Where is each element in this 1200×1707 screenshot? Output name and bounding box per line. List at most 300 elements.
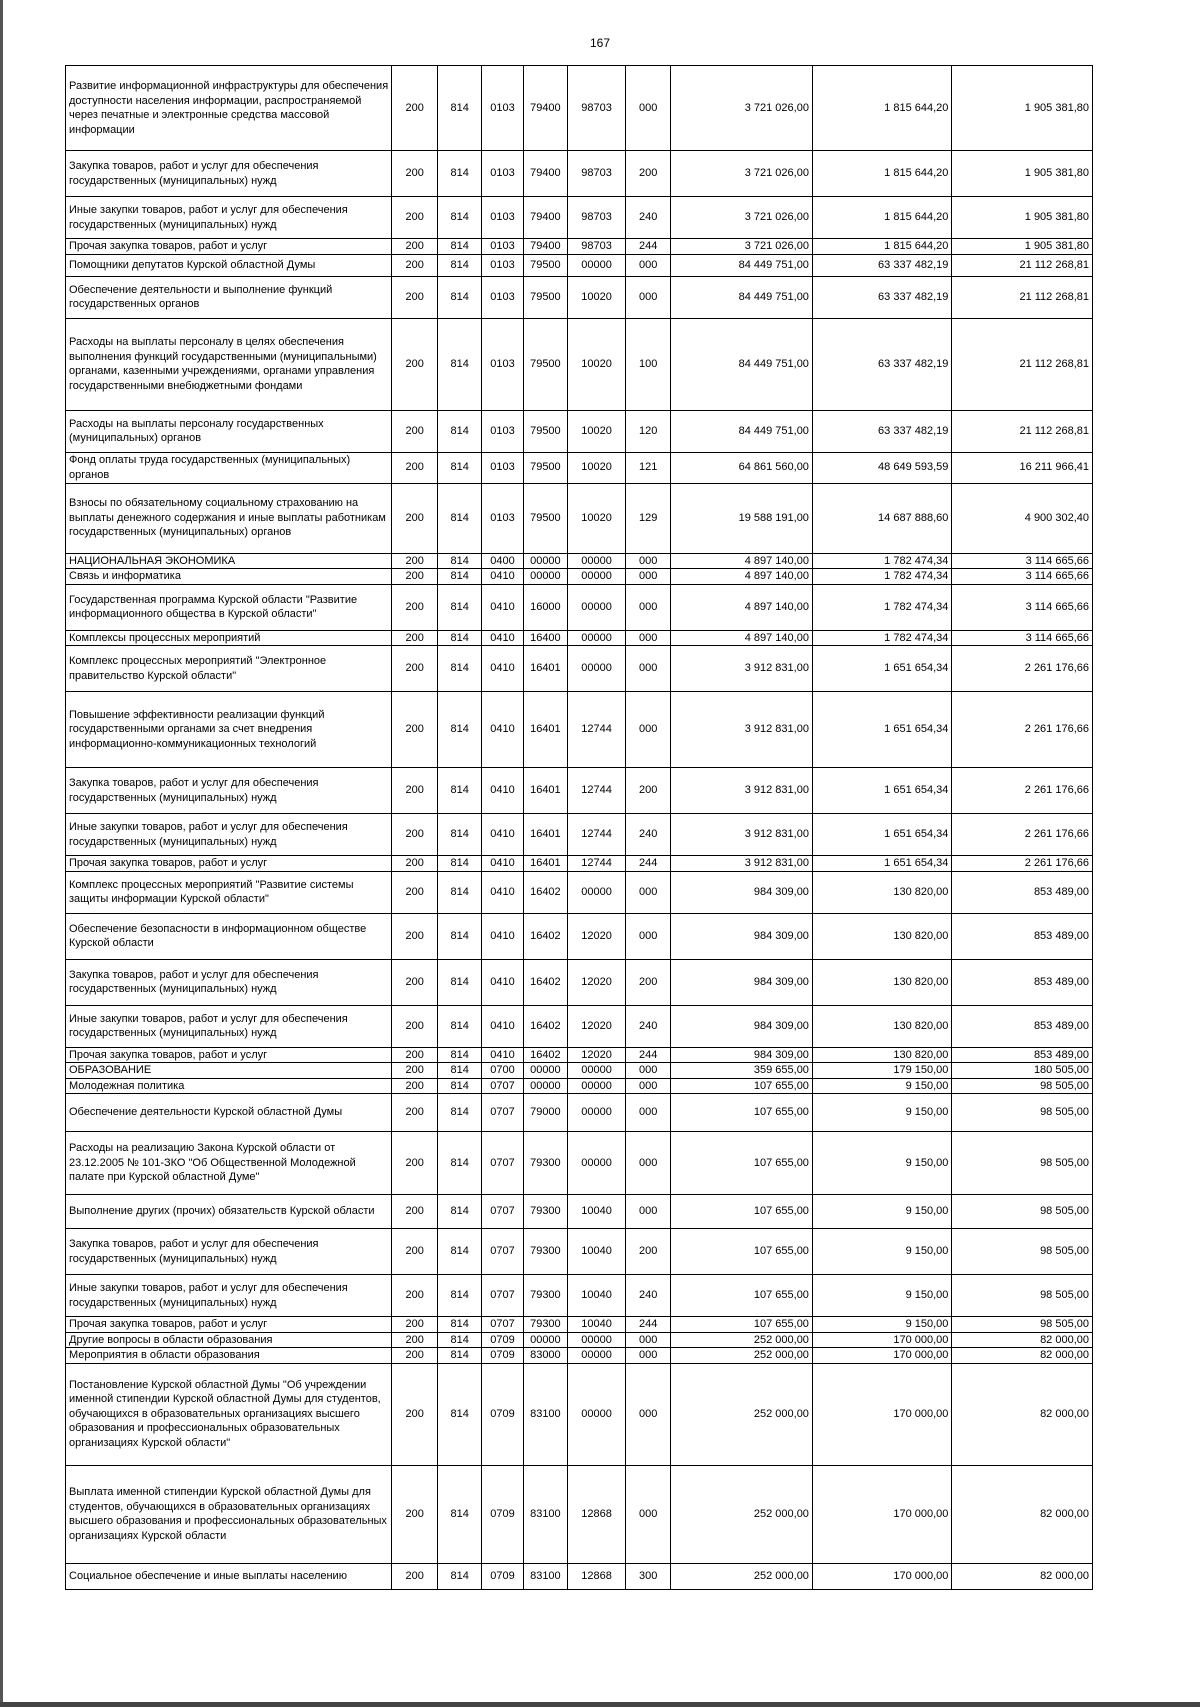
table-row — [66, 318, 1093, 410]
amount-plan-cell: 4 897 140,00 — [671, 630, 813, 646]
row-name-cell: Закупка товаров, работ и услуг для обеспечения государственных (муниципальных) нужд — [66, 1229, 392, 1275]
code-glava-cell: 814 — [437, 151, 481, 197]
code-expense-type-cell: 120 — [625, 410, 670, 452]
code-section-cell: 0410 — [482, 584, 523, 630]
row-name-cell: Расходы на выплаты персоналу в целях обеспечения выполнения функций государственными (муниципальными) органами, казенными учреждениями, органами управления государственными внебюджетными фондами — [66, 318, 392, 410]
code-section-cell: 0410 — [482, 814, 523, 856]
code-admin-cell: 200 — [392, 1094, 437, 1132]
code-section-cell: 0410 — [482, 768, 523, 814]
code-admin-cell: 200 — [392, 318, 437, 410]
amount-plan-cell: 252 000,00 — [671, 1465, 813, 1563]
code-admin-cell: 200 — [392, 959, 437, 1005]
code-direction-cell: 10040 — [568, 1317, 626, 1333]
amount-remaining-cell: 82 000,00 — [952, 1363, 1093, 1465]
code-section-cell: 0410 — [482, 1005, 523, 1047]
code-glava-cell: 814 — [437, 1348, 481, 1364]
code-expense-type-cell: 129 — [625, 483, 670, 553]
code-section-cell: 0103 — [482, 66, 523, 151]
amount-remaining-cell: 2 261 176,66 — [952, 814, 1093, 856]
code-program-cell: 16402 — [523, 913, 567, 959]
amount-executed-cell: 1 782 474,34 — [812, 584, 951, 630]
row-name-cell: Выполнение других (прочих) обязательств Курской области — [66, 1195, 392, 1229]
table-row — [66, 239, 1093, 255]
code-admin-cell: 200 — [392, 410, 437, 452]
amount-executed-cell: 63 337 482,19 — [812, 276, 951, 318]
table-row — [66, 1229, 1093, 1275]
amount-plan-cell: 984 309,00 — [671, 959, 813, 1005]
code-direction-cell: 00000 — [568, 584, 626, 630]
code-expense-type-cell: 200 — [625, 151, 670, 197]
row-name-cell: Комплекс процессных мероприятий "Развитие системы защиты информации Курской области" — [66, 871, 392, 913]
table-row — [66, 856, 1093, 872]
code-program-cell: 79500 — [523, 452, 567, 483]
amount-plan-cell: 64 861 560,00 — [671, 452, 813, 483]
amount-executed-cell: 9 150,00 — [812, 1195, 951, 1229]
table-row — [66, 553, 1093, 569]
amount-plan-cell: 3 721 026,00 — [671, 151, 813, 197]
code-glava-cell: 814 — [437, 483, 481, 553]
code-expense-type-cell: 000 — [625, 584, 670, 630]
row-name-cell: Закупка товаров, работ и услуг для обеспечения государственных (муниципальных) нужд — [66, 768, 392, 814]
table-row — [66, 1005, 1093, 1047]
code-admin-cell: 200 — [392, 1229, 437, 1275]
amount-executed-cell: 14 687 888,60 — [812, 483, 951, 553]
code-expense-type-cell: 000 — [625, 1465, 670, 1563]
amount-remaining-cell: 2 261 176,66 — [952, 692, 1093, 768]
table-body — [66, 66, 1093, 1590]
code-expense-type-cell: 000 — [625, 1063, 670, 1079]
code-program-cell: 00000 — [523, 553, 567, 569]
code-admin-cell: 200 — [392, 871, 437, 913]
code-program-cell: 79300 — [523, 1229, 567, 1275]
code-program-cell: 79400 — [523, 151, 567, 197]
amount-executed-cell: 130 820,00 — [812, 871, 951, 913]
table-row — [66, 1317, 1093, 1333]
code-expense-type-cell: 240 — [625, 1005, 670, 1047]
amount-plan-cell: 252 000,00 — [671, 1563, 813, 1589]
code-direction-cell: 12020 — [568, 1005, 626, 1047]
amount-plan-cell: 252 000,00 — [671, 1332, 813, 1348]
code-admin-cell: 200 — [392, 239, 437, 255]
code-expense-type-cell: 000 — [625, 871, 670, 913]
code-admin-cell: 200 — [392, 483, 437, 553]
code-glava-cell: 814 — [437, 1005, 481, 1047]
code-glava-cell: 814 — [437, 1563, 481, 1589]
code-program-cell: 00000 — [523, 1332, 567, 1348]
row-name-cell: Закупка товаров, работ и услуг для обеспечения государственных (муниципальных) нужд — [66, 959, 392, 1005]
amount-executed-cell: 1 651 654,34 — [812, 646, 951, 692]
code-admin-cell: 200 — [392, 856, 437, 872]
code-section-cell: 0410 — [482, 871, 523, 913]
code-glava-cell: 814 — [437, 239, 481, 255]
code-direction-cell: 00000 — [568, 1094, 626, 1132]
amount-plan-cell: 3 912 831,00 — [671, 646, 813, 692]
code-glava-cell: 814 — [437, 569, 481, 585]
table-row — [66, 768, 1093, 814]
code-section-cell: 0707 — [482, 1275, 523, 1317]
code-admin-cell: 200 — [392, 66, 437, 151]
code-direction-cell: 00000 — [568, 1363, 626, 1465]
amount-executed-cell: 1 815 644,20 — [812, 239, 951, 255]
code-glava-cell: 814 — [437, 1132, 481, 1195]
amount-remaining-cell: 1 905 381,80 — [952, 66, 1093, 151]
amount-plan-cell: 84 449 751,00 — [671, 276, 813, 318]
code-glava-cell: 814 — [437, 1063, 481, 1079]
table-row — [66, 410, 1093, 452]
code-glava-cell: 814 — [437, 871, 481, 913]
code-glava-cell: 814 — [437, 856, 481, 872]
code-admin-cell: 200 — [392, 197, 437, 239]
row-name-cell: Государственная программа Курской области "Развитие информационного общества в Курской области" — [66, 584, 392, 630]
code-direction-cell: 12868 — [568, 1563, 626, 1589]
row-name-cell: Комплекс процессных мероприятий "Электронное правительство Курской области" — [66, 646, 392, 692]
code-glava-cell: 814 — [437, 630, 481, 646]
amount-plan-cell: 107 655,00 — [671, 1195, 813, 1229]
amount-executed-cell: 1 815 644,20 — [812, 66, 951, 151]
code-section-cell: 0410 — [482, 959, 523, 1005]
table-row — [66, 630, 1093, 646]
code-section-cell: 0707 — [482, 1132, 523, 1195]
code-program-cell: 79300 — [523, 1275, 567, 1317]
code-direction-cell: 98703 — [568, 239, 626, 255]
amount-executed-cell: 1 815 644,20 — [812, 197, 951, 239]
code-admin-cell: 200 — [392, 1195, 437, 1229]
amount-executed-cell: 9 150,00 — [812, 1317, 951, 1333]
amount-executed-cell: 1 651 654,34 — [812, 768, 951, 814]
amount-executed-cell: 1 782 474,34 — [812, 569, 951, 585]
amount-executed-cell: 9 150,00 — [812, 1094, 951, 1132]
table-row — [66, 197, 1093, 239]
code-glava-cell: 814 — [437, 584, 481, 630]
code-program-cell: 16000 — [523, 584, 567, 630]
amount-remaining-cell: 3 114 665,66 — [952, 553, 1093, 569]
code-expense-type-cell: 121 — [625, 452, 670, 483]
table-row — [66, 151, 1093, 197]
code-section-cell: 0709 — [482, 1332, 523, 1348]
code-admin-cell: 200 — [392, 452, 437, 483]
code-direction-cell: 98703 — [568, 197, 626, 239]
table-row — [66, 692, 1093, 768]
amount-remaining-cell: 2 261 176,66 — [952, 646, 1093, 692]
code-section-cell: 0707 — [482, 1094, 523, 1132]
row-name-cell: Связь и информатика — [66, 569, 392, 585]
amount-executed-cell: 170 000,00 — [812, 1363, 951, 1465]
code-direction-cell: 12744 — [568, 692, 626, 768]
code-program-cell: 16401 — [523, 692, 567, 768]
code-admin-cell: 200 — [392, 1465, 437, 1563]
code-section-cell: 0707 — [482, 1229, 523, 1275]
code-direction-cell: 10040 — [568, 1229, 626, 1275]
amount-remaining-cell: 98 505,00 — [952, 1094, 1093, 1132]
code-section-cell: 0103 — [482, 452, 523, 483]
row-name-cell: Обеспечение деятельности Курской областной Думы — [66, 1094, 392, 1132]
amount-executed-cell: 170 000,00 — [812, 1465, 951, 1563]
code-admin-cell: 200 — [392, 151, 437, 197]
code-program-cell: 00000 — [523, 1063, 567, 1079]
amount-remaining-cell: 4 900 302,40 — [952, 483, 1093, 553]
amount-executed-cell: 9 150,00 — [812, 1275, 951, 1317]
code-direction-cell: 00000 — [568, 1348, 626, 1364]
amount-executed-cell: 130 820,00 — [812, 1005, 951, 1047]
table-row — [66, 871, 1093, 913]
code-glava-cell: 814 — [437, 1317, 481, 1333]
amount-remaining-cell: 98 505,00 — [952, 1317, 1093, 1333]
code-expense-type-cell: 000 — [625, 1094, 670, 1132]
code-glava-cell: 814 — [437, 276, 481, 318]
table-row — [66, 959, 1093, 1005]
amount-executed-cell: 170 000,00 — [812, 1332, 951, 1348]
code-glava-cell: 814 — [437, 1078, 481, 1094]
amount-remaining-cell: 21 112 268,81 — [952, 318, 1093, 410]
code-expense-type-cell: 240 — [625, 197, 670, 239]
amount-executed-cell: 1 782 474,34 — [812, 553, 951, 569]
amount-plan-cell: 4 897 140,00 — [671, 553, 813, 569]
amount-plan-cell: 84 449 751,00 — [671, 318, 813, 410]
code-program-cell: 16402 — [523, 871, 567, 913]
code-section-cell: 0709 — [482, 1465, 523, 1563]
code-section-cell: 0707 — [482, 1195, 523, 1229]
code-direction-cell: 10020 — [568, 410, 626, 452]
code-direction-cell: 12020 — [568, 959, 626, 1005]
row-name-cell: Развитие информационной инфраструктуры для обеспечения доступности населения информации, распространяемой через печатные и электронные средства массовой информации — [66, 66, 392, 151]
amount-executed-cell: 63 337 482,19 — [812, 410, 951, 452]
code-admin-cell: 200 — [392, 584, 437, 630]
row-name-cell: Иные закупки товаров, работ и услуг для обеспечения государственных (муниципальных) нужд — [66, 197, 392, 239]
code-expense-type-cell: 000 — [625, 1078, 670, 1094]
amount-plan-cell: 984 309,00 — [671, 1047, 813, 1063]
amount-plan-cell: 3 912 831,00 — [671, 768, 813, 814]
row-name-cell: Социальное обеспечение и иные выплаты населению — [66, 1563, 392, 1589]
budget-table — [65, 65, 1093, 1590]
code-direction-cell: 00000 — [568, 630, 626, 646]
code-section-cell: 0400 — [482, 553, 523, 569]
amount-plan-cell: 984 309,00 — [671, 913, 813, 959]
code-section-cell: 0103 — [482, 410, 523, 452]
table-row — [66, 1132, 1093, 1195]
code-admin-cell: 200 — [392, 276, 437, 318]
code-direction-cell: 98703 — [568, 151, 626, 197]
code-glava-cell: 814 — [437, 197, 481, 239]
code-section-cell: 0410 — [482, 569, 523, 585]
table-row — [66, 1363, 1093, 1465]
amount-executed-cell: 130 820,00 — [812, 959, 951, 1005]
code-program-cell: 79500 — [523, 276, 567, 318]
amount-remaining-cell: 82 000,00 — [952, 1348, 1093, 1364]
code-section-cell: 0709 — [482, 1363, 523, 1465]
row-name-cell: Прочая закупка товаров, работ и услуг — [66, 856, 392, 872]
code-expense-type-cell: 000 — [625, 630, 670, 646]
code-glava-cell: 814 — [437, 553, 481, 569]
code-glava-cell: 814 — [437, 1332, 481, 1348]
amount-remaining-cell: 2 261 176,66 — [952, 768, 1093, 814]
row-name-cell: НАЦИОНАЛЬНАЯ ЭКОНОМИКА — [66, 553, 392, 569]
code-program-cell: 83100 — [523, 1465, 567, 1563]
code-program-cell: 79500 — [523, 318, 567, 410]
amount-plan-cell: 84 449 751,00 — [671, 254, 813, 276]
amount-plan-cell: 3 912 831,00 — [671, 814, 813, 856]
code-direction-cell: 10020 — [568, 318, 626, 410]
code-glava-cell: 814 — [437, 814, 481, 856]
code-admin-cell: 200 — [392, 1275, 437, 1317]
row-name-cell: Прочая закупка товаров, работ и услуг — [66, 1317, 392, 1333]
amount-remaining-cell: 82 000,00 — [952, 1563, 1093, 1589]
table-row — [66, 1348, 1093, 1364]
amount-plan-cell: 107 655,00 — [671, 1275, 813, 1317]
code-expense-type-cell: 244 — [625, 239, 670, 255]
amount-remaining-cell: 98 505,00 — [952, 1275, 1093, 1317]
code-expense-type-cell: 000 — [625, 553, 670, 569]
code-glava-cell: 814 — [437, 1363, 481, 1465]
amount-remaining-cell: 16 211 966,41 — [952, 452, 1093, 483]
code-program-cell: 16402 — [523, 1005, 567, 1047]
code-section-cell: 0410 — [482, 630, 523, 646]
row-name-cell: Обеспечение деятельности и выполнение функций государственных органов — [66, 276, 392, 318]
code-direction-cell: 00000 — [568, 1332, 626, 1348]
code-program-cell: 79400 — [523, 66, 567, 151]
code-program-cell: 16400 — [523, 630, 567, 646]
code-glava-cell: 814 — [437, 768, 481, 814]
code-direction-cell: 00000 — [568, 1078, 626, 1094]
code-admin-cell: 200 — [392, 768, 437, 814]
amount-executed-cell: 9 150,00 — [812, 1229, 951, 1275]
code-section-cell: 0103 — [482, 276, 523, 318]
row-name-cell: Мероприятия в области образования — [66, 1348, 392, 1364]
amount-plan-cell: 252 000,00 — [671, 1363, 813, 1465]
code-direction-cell: 10040 — [568, 1195, 626, 1229]
table-row — [66, 913, 1093, 959]
code-admin-cell: 200 — [392, 646, 437, 692]
code-direction-cell: 10020 — [568, 276, 626, 318]
amount-plan-cell: 107 655,00 — [671, 1317, 813, 1333]
amount-executed-cell: 170 000,00 — [812, 1348, 951, 1364]
amount-remaining-cell: 21 112 268,81 — [952, 410, 1093, 452]
code-admin-cell: 200 — [392, 1005, 437, 1047]
code-section-cell: 0103 — [482, 151, 523, 197]
code-admin-cell: 200 — [392, 254, 437, 276]
code-direction-cell: 00000 — [568, 1132, 626, 1195]
amount-remaining-cell: 853 489,00 — [952, 871, 1093, 913]
amount-plan-cell: 3 721 026,00 — [671, 197, 813, 239]
table-row — [66, 1465, 1093, 1563]
code-program-cell: 79300 — [523, 1317, 567, 1333]
amount-plan-cell: 3 912 831,00 — [671, 856, 813, 872]
amount-remaining-cell: 2 261 176,66 — [952, 856, 1093, 872]
code-program-cell: 16401 — [523, 768, 567, 814]
amount-executed-cell: 170 000,00 — [812, 1563, 951, 1589]
code-admin-cell: 200 — [392, 913, 437, 959]
amount-executed-cell: 130 820,00 — [812, 913, 951, 959]
code-section-cell: 0410 — [482, 913, 523, 959]
table-row — [66, 1047, 1093, 1063]
code-admin-cell: 200 — [392, 1317, 437, 1333]
amount-executed-cell: 9 150,00 — [812, 1078, 951, 1094]
code-expense-type-cell: 000 — [625, 1195, 670, 1229]
code-section-cell: 0103 — [482, 197, 523, 239]
code-program-cell: 79400 — [523, 239, 567, 255]
code-expense-type-cell: 240 — [625, 1275, 670, 1317]
amount-plan-cell: 984 309,00 — [671, 871, 813, 913]
code-expense-type-cell: 000 — [625, 913, 670, 959]
table-row — [66, 276, 1093, 318]
code-section-cell: 0103 — [482, 318, 523, 410]
code-admin-cell: 200 — [392, 692, 437, 768]
code-expense-type-cell: 000 — [625, 1348, 670, 1364]
table-row — [66, 1275, 1093, 1317]
amount-remaining-cell: 3 114 665,66 — [952, 630, 1093, 646]
code-admin-cell: 200 — [392, 1132, 437, 1195]
amount-remaining-cell: 21 112 268,81 — [952, 276, 1093, 318]
table-row — [66, 1078, 1093, 1094]
amount-executed-cell: 1 651 654,34 — [812, 814, 951, 856]
amount-executed-cell: 1 651 654,34 — [812, 692, 951, 768]
amount-plan-cell: 107 655,00 — [671, 1132, 813, 1195]
row-name-cell: Повышение эффективности реализации функций государственными органами за счет внедрения информационно-коммуникационных технологий — [66, 692, 392, 768]
amount-plan-cell: 252 000,00 — [671, 1348, 813, 1364]
amount-plan-cell: 107 655,00 — [671, 1229, 813, 1275]
code-program-cell: 83100 — [523, 1563, 567, 1589]
code-direction-cell: 12744 — [568, 814, 626, 856]
amount-remaining-cell: 98 505,00 — [952, 1132, 1093, 1195]
code-admin-cell: 200 — [392, 1332, 437, 1348]
code-direction-cell: 00000 — [568, 646, 626, 692]
row-name-cell: Комплексы процессных мероприятий — [66, 630, 392, 646]
code-glava-cell: 814 — [437, 410, 481, 452]
amount-executed-cell: 9 150,00 — [812, 1132, 951, 1195]
amount-executed-cell: 63 337 482,19 — [812, 254, 951, 276]
amount-plan-cell: 359 655,00 — [671, 1063, 813, 1079]
code-section-cell: 0103 — [482, 239, 523, 255]
code-expense-type-cell: 000 — [625, 276, 670, 318]
amount-remaining-cell: 21 112 268,81 — [952, 254, 1093, 276]
code-direction-cell: 98703 — [568, 66, 626, 151]
amount-executed-cell: 1 815 644,20 — [812, 151, 951, 197]
table-row — [66, 254, 1093, 276]
amount-remaining-cell: 853 489,00 — [952, 1047, 1093, 1063]
code-program-cell: 16401 — [523, 646, 567, 692]
code-program-cell: 00000 — [523, 1078, 567, 1094]
code-expense-type-cell: 000 — [625, 1332, 670, 1348]
amount-remaining-cell: 98 505,00 — [952, 1229, 1093, 1275]
code-program-cell: 83100 — [523, 1363, 567, 1465]
code-expense-type-cell: 240 — [625, 814, 670, 856]
code-section-cell: 0707 — [482, 1317, 523, 1333]
amount-remaining-cell: 1 905 381,80 — [952, 151, 1093, 197]
code-program-cell: 79300 — [523, 1132, 567, 1195]
table-row — [66, 1094, 1093, 1132]
table-row — [66, 1063, 1093, 1079]
row-name-cell: ОБРАЗОВАНИЕ — [66, 1063, 392, 1079]
code-section-cell: 0709 — [482, 1563, 523, 1589]
row-name-cell: Обеспечение безопасности в информационном обществе Курской области — [66, 913, 392, 959]
code-expense-type-cell: 244 — [625, 1047, 670, 1063]
code-section-cell: 0709 — [482, 1348, 523, 1364]
code-glava-cell: 814 — [437, 1275, 481, 1317]
table-row — [66, 483, 1093, 553]
code-program-cell: 16401 — [523, 856, 567, 872]
row-name-cell: Другие вопросы в области образования — [66, 1332, 392, 1348]
code-expense-type-cell: 200 — [625, 1229, 670, 1275]
amount-remaining-cell: 3 114 665,66 — [952, 584, 1093, 630]
row-name-cell: Помощники депутатов Курской областной Думы — [66, 254, 392, 276]
code-section-cell: 0700 — [482, 1063, 523, 1079]
code-section-cell: 0103 — [482, 254, 523, 276]
table-row — [66, 66, 1093, 151]
table-row — [66, 646, 1093, 692]
code-glava-cell: 814 — [437, 1047, 481, 1063]
code-glava-cell: 814 — [437, 1229, 481, 1275]
code-direction-cell: 12744 — [568, 768, 626, 814]
code-program-cell: 00000 — [523, 569, 567, 585]
